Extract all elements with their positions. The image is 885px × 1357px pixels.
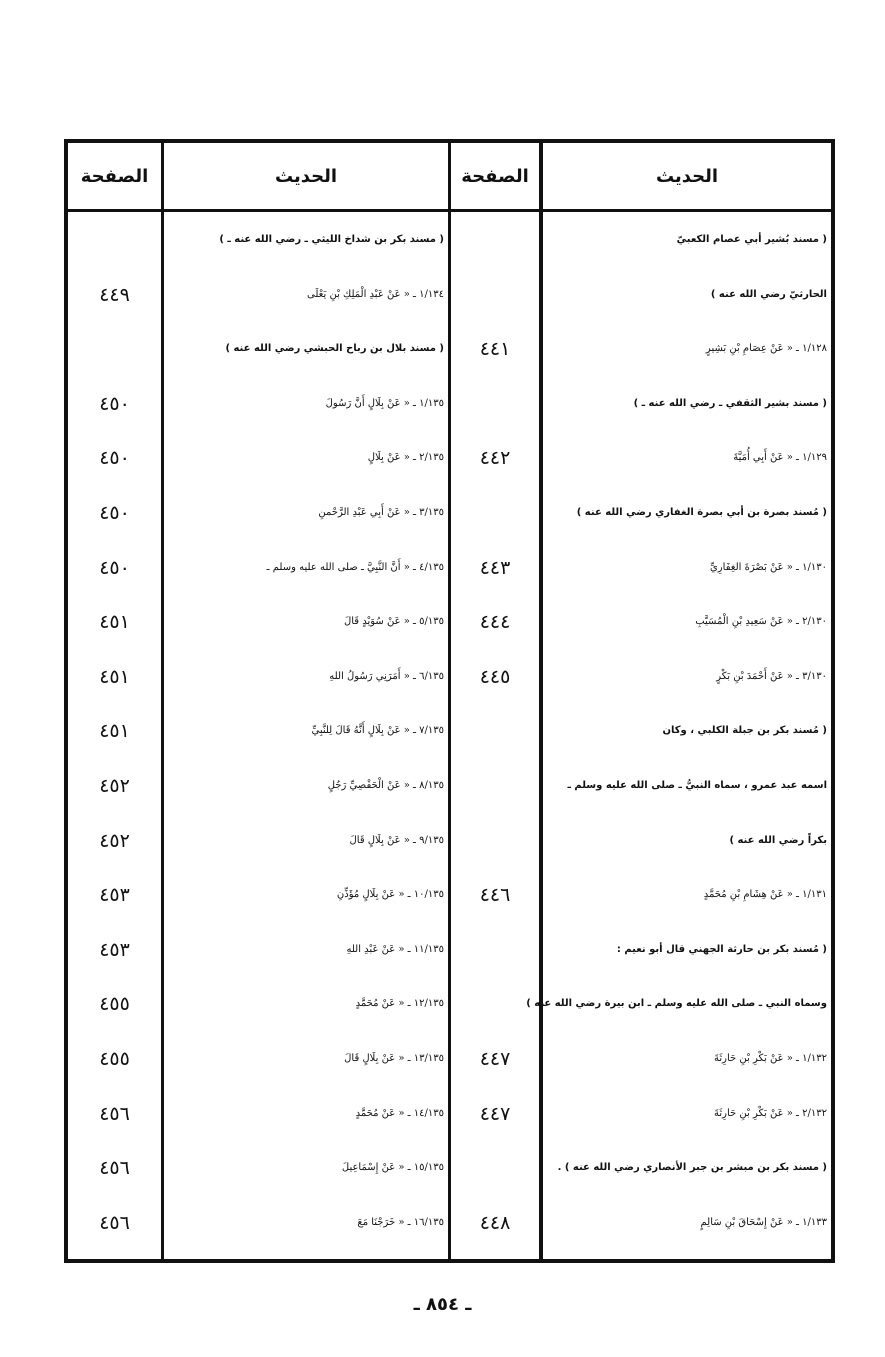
right-page-ref: ٤٤٦ xyxy=(479,884,511,907)
header-right-hadith: الحديث xyxy=(655,165,719,187)
right-section-heading: الحارثيّ رضي الله عنه ) xyxy=(710,288,827,300)
right-section-heading: ( مسند بشير الثقفي ـ رضي الله عنه ـ ) xyxy=(633,397,827,409)
right-page-ref: ٤٤٨ xyxy=(479,1211,511,1234)
page-number: ـ ٨٥٤ ـ xyxy=(413,1294,472,1315)
right-page-ref xyxy=(451,1148,539,1188)
left-hadith-entry: ٢/١٣٥ ـ « عَنْ بِلَالٍ xyxy=(367,452,444,464)
header-left-page: الصفحة xyxy=(80,165,149,187)
left-page-ref: ٤٥٦ xyxy=(99,1102,130,1125)
left-page-ref: ٤٥٦ xyxy=(99,1157,130,1180)
right-page-ref xyxy=(451,984,539,1024)
left-page-ref xyxy=(68,220,161,260)
left-hadith-entry: ٦/١٣٥ ـ « أَمَرَنِي رَسُولُ اللهِ xyxy=(329,670,444,682)
left-page-ref: ٤٥٥ xyxy=(99,993,130,1016)
left-hadith-entry: ١٦/١٣٥ ـ « خَرَجْنَا مَعَ xyxy=(357,1216,444,1228)
left-page-ref: ٤٥٢ xyxy=(99,775,130,797)
header-right-page: الصفحة xyxy=(461,165,529,187)
left-page-ref: ٤٥٥ xyxy=(99,1048,130,1070)
right-section-heading: ( مُسند بصرة بن أبي بصرة الغفاري رضي الله عنه ) xyxy=(576,507,827,518)
right-section-heading: ( مُسند بكر بن حارثة الجهني قال أبو نعيم : xyxy=(616,943,827,955)
left-page-ref: ٤٥٠ xyxy=(99,447,130,470)
right-page-ref: ٤٤٥ xyxy=(479,665,511,688)
right-page-ref xyxy=(451,220,539,260)
left-hadith-entry: ٧/١٣٥ ـ « عَنْ بِلَالٍ أَنَّهُ قَالَ لِلنَّبِيِّ xyxy=(311,725,444,737)
right-hadith-entry: ٣/١٣٠ ـ « عَنْ أَحْمَدَ بْنِ بَكْرٍ xyxy=(716,670,827,682)
right-hadith-entry: ١/١٢٨ ـ « عَنْ عِصَامِ بْنِ بَشِيرٍ xyxy=(705,343,827,355)
left-hadith-entry: ١٣/١٣٥ ـ « عَنْ بِلَالٍ قَالَ xyxy=(344,1053,444,1064)
left-page-ref: ٤٥٠ xyxy=(99,556,130,579)
right-page-ref: ٤٤٤ xyxy=(479,611,511,634)
left-page-ref: ٤٥٠ xyxy=(99,502,130,524)
left-page-ref: ٤٥١ xyxy=(99,611,130,634)
right-page-ref: ٤٤١ xyxy=(479,338,511,361)
left-hadith-entry: ٤/١٣٥ ـ « أَنَّ النَّبِيَّ ـ صلى الله عليه وسلم ـ xyxy=(266,561,444,573)
right-hadith-entry: ١/١٣٢ ـ « عَنْ بَكْرِ بْنِ حَارِثَةَ xyxy=(714,1053,827,1064)
right-page-ref xyxy=(451,493,539,533)
right-hadith-entry: ١/١٣٠ ـ « عَنْ بَصْرَةَ الغِفَارِيِّ xyxy=(709,561,827,573)
left-section-heading: ( مسند بكر بن شداخ الليثي ـ رضي الله عنه ـ ) xyxy=(219,234,444,245)
right-section-heading: ( مسند بكر بن مبشر بن جبر الأنصاري رضي الله عنه ) . xyxy=(557,1162,827,1174)
left-hadith-entry: ١/١٣٥ ـ « عَنْ بِلَالٍ أَنَّ رَسُولَ xyxy=(325,397,444,409)
index-table xyxy=(64,139,835,1263)
right-page-ref xyxy=(451,384,539,424)
left-hadith-entry: ٣/١٣٥ ـ « عَنْ أَبِي عَبْدِ الرَّحْمنِ xyxy=(318,507,444,518)
left-hadith-entry: ٩/١٣٥ ـ « عَنْ بِلَالٍ قَالَ xyxy=(349,834,444,846)
right-hadith-entry: ٢/١٣٢ ـ « عَنْ بَكْرِ بْنِ حَارِثَةَ xyxy=(714,1107,827,1119)
right-page-ref xyxy=(451,821,539,861)
left-page-ref: ٤٥٢ xyxy=(99,829,130,852)
left-hadith-entry: ١٤/١٣٥ ـ « عَنْ مُحَمَّدٍ xyxy=(355,1107,444,1119)
right-page-ref xyxy=(451,930,539,970)
left-page-ref: ٤٤٩ xyxy=(99,283,130,306)
left-hadith-entry: ١٢/١٣٥ ـ « عَنْ مُحَمَّدٍ xyxy=(355,998,444,1010)
left-hadith-entry: ٥/١٣٥ ـ « عَنْ سُوَيْدٍ قَالَ xyxy=(343,616,444,628)
left-page-ref: ٤٥٣ xyxy=(99,938,130,961)
right-hadith-entry: ١/١٢٩ ـ « عَنْ أَبِي أُمَيَّةَ xyxy=(733,452,827,464)
right-section-heading: وسماه النبي ـ صلى الله عليه وسلم ـ ابن بيرة رضي الله عنه ) xyxy=(526,998,827,1010)
left-hadith-entry: ١/١٣٤ ـ « عَنْ عَبْدِ الْمَلِكِ بْنِ يَعْلَى xyxy=(307,288,444,300)
right-section-heading: ( مسند بُشير أبي عصام الكعبيّ xyxy=(676,234,827,245)
left-page-ref: ٤٥١ xyxy=(99,720,130,743)
right-section-heading: بكراً رضي الله عنه ) xyxy=(729,834,827,846)
right-page-ref xyxy=(451,766,539,806)
right-hadith-entry: ٢/١٣٠ ـ « عَنْ سَعِيدِ بْنِ الْمُسَيَّبِ xyxy=(695,616,827,628)
left-page-ref xyxy=(68,329,161,369)
left-page-ref: ٤٥٣ xyxy=(99,884,130,907)
left-hadith-entry: ١٥/١٣٥ ـ « عَنْ إِسْمَاعِيلَ xyxy=(341,1162,444,1174)
left-page-ref: ٤٥١ xyxy=(99,665,130,688)
right-page-ref: ٤٤٧ xyxy=(479,1048,511,1070)
right-page-ref: ٤٤٢ xyxy=(479,447,511,470)
right-page-ref: ٤٤٣ xyxy=(479,556,511,579)
left-hadith-entry: ١٠/١٣٥ ـ « عَنْ بِلَالٍ مُؤَذِّنِ xyxy=(336,889,444,901)
left-page-ref: ٤٥٠ xyxy=(99,392,130,415)
header-divider xyxy=(68,209,831,212)
left-hadith-entry: ٨/١٣٥ ـ « عَنْ الْحَفْصِيِّ رَجُلٍ xyxy=(327,780,444,791)
left-section-heading: ( مسند بلال بن رباح الحبشي رضي الله عنه ) xyxy=(225,343,444,355)
left-hadith-entry: ١١/١٣٥ ـ « عَنْ عَبْدِ اللهِ xyxy=(346,943,444,955)
right-page-ref: ٤٤٧ xyxy=(479,1102,511,1125)
right-hadith-entry: ١/١٣٣ ـ « عَنْ إِسْحَاقَ بْنِ سَالِمٍ xyxy=(700,1216,827,1228)
right-section-heading: اسمه عبد عمرو ، سماه النبيُّ ـ صلى الله عليه وسلم ـ xyxy=(567,780,827,791)
right-section-heading: ( مُسند بكر بن جبلة الكلبي ، وكان xyxy=(662,725,827,737)
right-page-ref xyxy=(451,711,539,751)
left-page-ref: ٤٥٦ xyxy=(99,1211,130,1234)
right-hadith-entry: ١/١٣١ ـ « عَنْ هِشَامِ بْنِ مُحَمَّدٍ xyxy=(703,889,827,901)
header-left-hadith: الحديث xyxy=(274,165,338,187)
right-page-ref xyxy=(451,275,539,315)
